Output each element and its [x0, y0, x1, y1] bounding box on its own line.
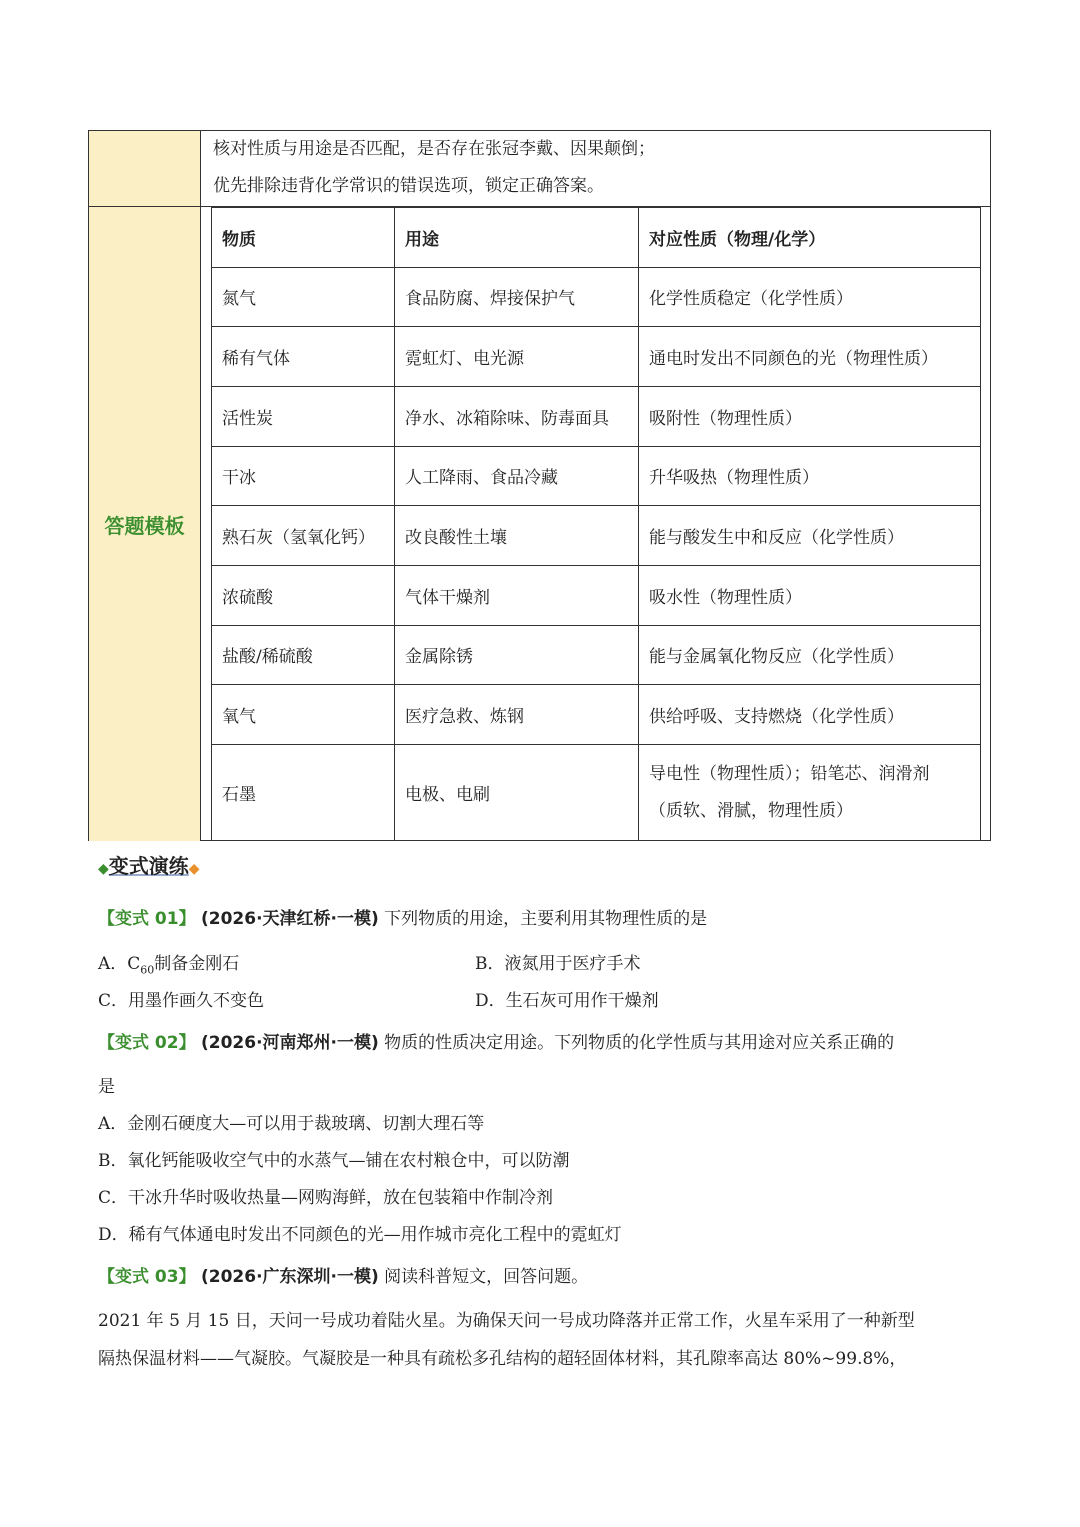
answer-template-table	[88, 130, 991, 841]
table-row	[212, 565, 981, 625]
q2-option-d: D．稀有气体通电时发出不同颜色的光—用作城市亮化工程中的霓虹灯	[98, 1225, 622, 1245]
tips-text	[213, 131, 655, 205]
table-row	[212, 745, 981, 841]
cell-usage: 电极、电刷	[395, 745, 639, 841]
q2-source: (2026·河南郑州·一模)	[200, 1033, 379, 1053]
q1-stem	[98, 904, 707, 929]
label-cell-empty	[89, 131, 201, 207]
q3-source: (2026·广东深圳·一模)	[200, 1267, 379, 1287]
cell-usage: 医疗急救、炼钢	[395, 685, 639, 745]
header-substance: 物质	[212, 208, 395, 268]
cell-property: 升华吸热（物理性质）	[639, 446, 981, 506]
template-label: 答题模板	[104, 513, 185, 538]
substance-usage-table	[211, 207, 981, 841]
cell-property: 吸水性（物理性质）	[639, 565, 981, 625]
cell-substance: 氮气	[212, 267, 395, 327]
q1-text: 下列物质的用途，主要利用其物理性质的是	[384, 909, 708, 929]
q3-stem	[98, 1262, 588, 1287]
cell-property: 供给呼吸、支持燃烧（化学性质）	[639, 685, 981, 745]
cell-property: 吸附性（物理性质）	[639, 386, 981, 446]
q3-tag: 【变式 03】	[98, 1267, 196, 1287]
property-line-2: （质软、滑腻，物理性质）	[649, 800, 853, 821]
q3-paragraph-line-1: 2021 年 5 月 15 日，天问一号成功着陆火星。为确保天问一号成功降落并正常工作，火星车采用了一种新型	[98, 1311, 915, 1331]
property-line-1: 导电性（物理性质）；铅笔芯、润滑剂	[649, 763, 930, 784]
table-row	[212, 267, 981, 327]
cell-usage: 人工降雨、食品冷藏	[395, 446, 639, 506]
cell-property: 化学性质稳定（化学性质）	[639, 267, 981, 327]
diamond-icon: ◆	[188, 861, 200, 877]
cell-property: 能与酸发生中和反应（化学性质）	[639, 506, 981, 566]
cell-usage: 金属除锈	[395, 625, 639, 685]
header-property: 对应性质（物理/化学）	[639, 208, 981, 268]
q1-option-a-post: 制备金刚石	[154, 954, 240, 974]
section-title	[98, 850, 200, 879]
table-row	[212, 625, 981, 685]
table-header-row	[212, 208, 981, 268]
table-row	[212, 446, 981, 506]
q2-tag: 【变式 02】	[98, 1033, 196, 1053]
q2-stem-cont: 是	[98, 1077, 115, 1097]
table-row	[212, 327, 981, 387]
q1-source: (2026·天津红桥·一模)	[200, 909, 379, 929]
cell-substance: 稀有气体	[212, 327, 395, 387]
cell-substance: 盐酸/稀硫酸	[212, 625, 395, 685]
cell-usage: 食品防腐、焊接保护气	[395, 267, 639, 327]
header-usage: 用途	[395, 208, 639, 268]
q1-option-a	[98, 949, 239, 976]
tip-line-2: 优先排除违背化学常识的错误选项，锁定正确答案。	[213, 176, 604, 196]
section-title-text: 变式演练	[108, 854, 189, 878]
cell-substance: 浓硫酸	[212, 565, 395, 625]
q1-option-a-sub: 60	[140, 963, 155, 977]
q3-paragraph-line-2: 隔热保温材料——气凝胶。气凝胶是一种具有疏松多孔结构的超轻固体材料，其孔隙率高达 80%~99.8%，	[98, 1349, 907, 1369]
q1-option-b: B．液氮用于医疗手术	[475, 954, 641, 974]
diamond-icon: ◆	[98, 861, 109, 877]
tip-line-1: 核对性质与用途是否匹配，是否存在张冠李戴、因果颠倒；	[213, 139, 655, 159]
q2-text: 物质的性质决定用途。下列物质的化学性质与其用途对应关系正确的	[384, 1033, 895, 1053]
q1-option-c: C．用墨作画久不变色	[98, 991, 265, 1011]
cell-usage: 净水、冰箱除味、防毒面具	[395, 386, 639, 446]
table-row	[212, 685, 981, 745]
cell-substance: 氧气	[212, 685, 395, 745]
cell-usage: 气体干燥剂	[395, 565, 639, 625]
q1-tag: 【变式 01】	[98, 909, 196, 929]
cell-substance: 干冰	[212, 446, 395, 506]
q2-option-c: C．干冰升华时吸收热量—网购海鲜，放在包装箱中作制冷剂	[98, 1188, 554, 1208]
cell-usage: 霓虹灯、电光源	[395, 327, 639, 387]
label-cell-template	[89, 207, 201, 841]
cell-usage: 改良酸性土壤	[395, 506, 639, 566]
cell-substance: 石墨	[212, 745, 395, 841]
q2-option-a: A．金刚石硬度大—可以用于裁玻璃、切割大理石等	[98, 1114, 485, 1134]
table-row	[212, 386, 981, 446]
cell-property	[639, 745, 981, 841]
q1-option-d: D．生石灰可用作干燥剂	[475, 991, 659, 1011]
cell-substance: 活性炭	[212, 386, 395, 446]
q1-option-a-pre: A．C	[98, 954, 141, 974]
table-row	[212, 506, 981, 566]
q3-text: 阅读科普短文，回答问题。	[384, 1267, 589, 1287]
cell-property: 能与金属氧化物反应（化学性质）	[639, 625, 981, 685]
cell-property: 通电时发出不同颜色的光（物理性质）	[639, 327, 981, 387]
cell-substance: 熟石灰（氢氧化钙）	[212, 506, 395, 566]
q2-stem	[98, 1028, 894, 1053]
q2-option-b: B．氧化钙能吸收空气中的水蒸气—铺在农村粮仓中，可以防潮	[98, 1151, 570, 1171]
